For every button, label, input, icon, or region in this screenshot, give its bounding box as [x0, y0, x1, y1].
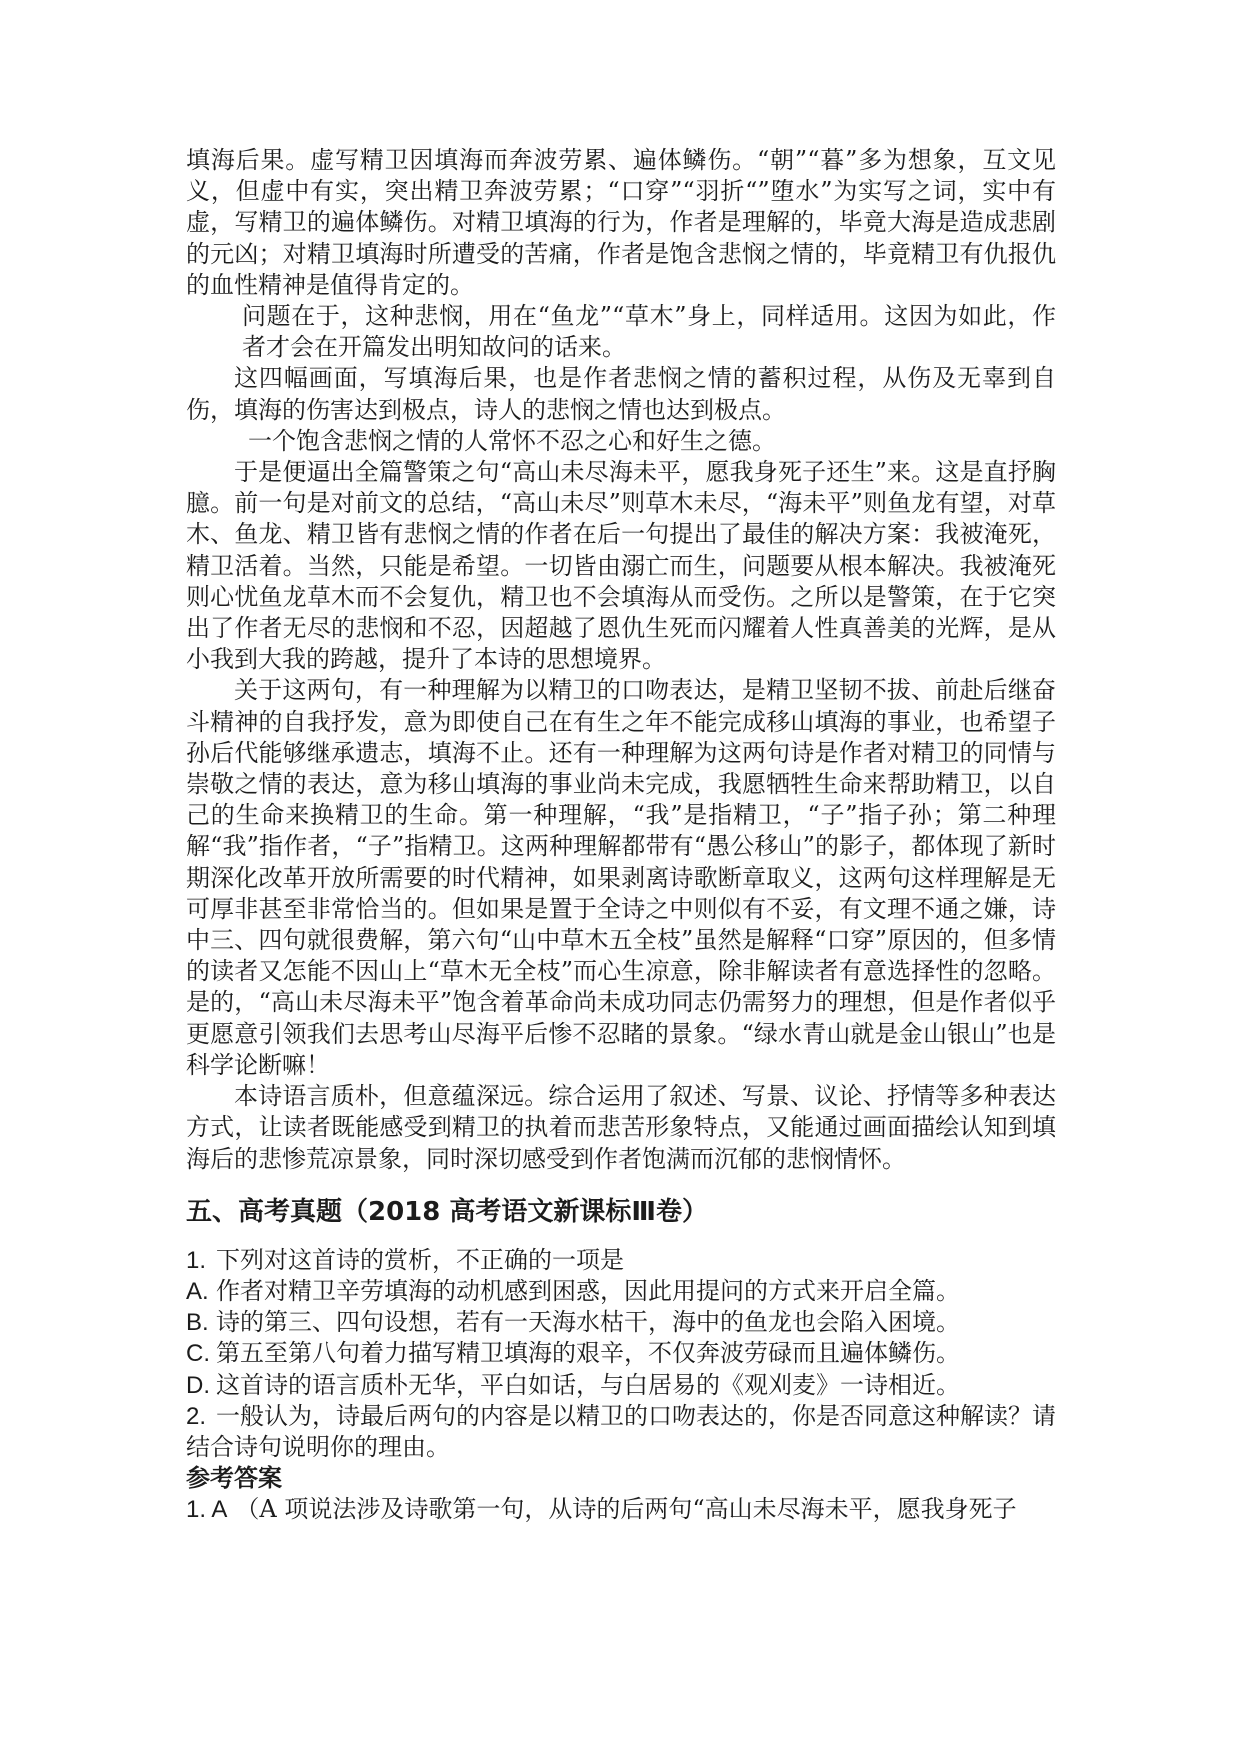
document-page [186, 145, 1056, 1526]
option-c-text: 第五至第八句着力描写精卫填海的艰辛，不仅奔波劳碌而且遍体鳞伤。 [216, 1339, 960, 1368]
paragraph-analysis-7: 本诗语言质朴，但意蕴深远。综合运用了叙述、写景、议论、抒情等多种表达方式，让读者既能感受到精卫的执着而悲苦形象特点，又能通过画面描绘认知到填海后的悲惨荒凉景象，同时深切感受到作者饱满而沉郁的悲悯情怀。 [186, 1082, 1056, 1173]
option-a [186, 1276, 1056, 1307]
question-2-number: 2. [186, 1402, 207, 1430]
option-b-label: B. [186, 1309, 209, 1337]
answer-heading: 参考答案 [186, 1464, 282, 1493]
question-2 [186, 1401, 1056, 1463]
paragraph-analysis-5: 于是便逼出全篇警策之句“高山未尽海未平，愿我身死子还生”来。这是直抒胸臆。前一句是对前文的总结，“高山未尽”则草木未尽，“海未平”则鱼龙有望，对草木、鱼龙、精卫皆有悲悯之情的作者在后一句提出了最佳的解决方案：我被淹死，精卫活着。当然，只能是希望。一切皆由溺亡而生，问题要从根本解决。我被淹死则心忧鱼龙草木而不会复仇，精卫也不会填海从而受伤。之所以是警策，在于它突出了作者无尽的悲悯和不忍，因超越了恩仇生死而闪耀着人性真善美的光辉，是从小我到大我的跨越，提升了本诗的思想境界。 [186, 458, 1056, 674]
option-d-label: D. [186, 1371, 210, 1399]
section-heading: 五、高考真题（2018 高考语文新课标Ⅲ卷） [186, 1196, 708, 1227]
paragraph-analysis-3: 这四幅画面，写填海后果，也是作者悲悯之情的蓄积过程，从伤及无辜到自伤，填海的伤害达到极点，诗人的悲悯之情也达到极点。 [186, 364, 1056, 424]
question-1-text: 下列对这首诗的赏析，不正确的一项是 [216, 1245, 624, 1274]
option-b-text: 诗的第三、四句设想，若有一天海水枯干，海中的鱼龙也会陷入困境。 [216, 1308, 960, 1337]
paragraph-analysis-2: 问题在于，这种悲悯，用在“鱼龙”“草木”身上，同样适用。这因为如此，作者才会在开篇发出明知故问的话来。 [242, 302, 1056, 362]
question-1 [186, 1245, 1056, 1276]
paragraph-analysis-6: 关于这两句，有一种理解为以精卫的口吻表达，是精卫坚韧不拔、前赴后继奋斗精神的自我抒发，意为即使自己在有生之年不能完成移山填海的事业，也希望子孙后代能够继承遗志，填海不止。还有一种理解为这两句诗是作者对精卫的同情与崇敬之情的表达，意为移山填海的事业尚未完成，我愿牺牲生命来帮助精卫，以自己的生命来换精卫的生命。第一种理解，“我”是指精卫，“子”指子孙；第二种理解“我”指作者，“子”指精卫。这两种理解都带有“愚公移山”的影子，都体现了新时期深化改革开放所需要的时代精神，如果剥离诗歌断章取义，这两句这样理解是无可厚非甚至非常恰当的。但如果是置于全诗之中则似有不妥，有文理不通之嫌，诗中三、四句就很费解，第六句“山中草木五全枝”虽然是解释“口穿”原因的，但多情的读者又怎能不因山上“草木无全枝”而心生凉意，除非解读者有意选择性的忽略。是的，“高山未尽海未平”饱含着革命尚未成功同志仍需努力的理想，但是作者似乎更愿意引领我们去思考山尽海平后惨不忍睹的景象。“绿水青山就是金山银山”也是科学论断嘛！ [186, 676, 1056, 1079]
option-a-text: 作者对精卫辛劳填海的动机感到困惑，因此用提问的方式来开启全篇。 [216, 1276, 960, 1305]
option-c-label: C. [186, 1340, 210, 1368]
paragraph-analysis-1: 填海后果。虚写精卫因填海而奔波劳累、遍体鳞伤。“朝”“暮”多为想象，互文见义，但虚中有实，突出精卫奔波劳累；“口穿”“羽折“”堕水”为实写之词，实中有虚，写精卫的遍体鳞伤。对精卫填海的行为，作者是理解的，毕竟大海是造成悲剧的元凶；对精卫填海时所遭受的苦痛，作者是饱含悲悯之情的，毕竟精卫有仇报仇的血性精神是值得肯定的。 [186, 146, 1056, 299]
answer-1 [186, 1494, 1056, 1525]
option-a-label: A. [186, 1277, 209, 1305]
option-d [186, 1370, 1056, 1401]
paragraph-analysis-4: 一个饱含悲悯之情的人常怀不忍之心和好生之德。 [248, 426, 776, 455]
answer-1-number: 1. A [186, 1496, 228, 1524]
option-b [186, 1307, 1056, 1338]
option-c [186, 1338, 1056, 1369]
question-1-number: 1. [186, 1246, 207, 1274]
answer-1-text: （A 项说法涉及诗歌第一句，从诗的后两句“高山未尽海未平，愿我身死子 [235, 1495, 1017, 1524]
question-2-text: 一般认为，诗最后两句的内容是以精卫的口吻表达的，你是否同意这种解读？请结合诗句说明你的理由。 [186, 1401, 1056, 1461]
option-d-text: 这首诗的语言质朴无华，平白如话，与白居易的《观刈麦》一诗相近。 [216, 1370, 960, 1399]
